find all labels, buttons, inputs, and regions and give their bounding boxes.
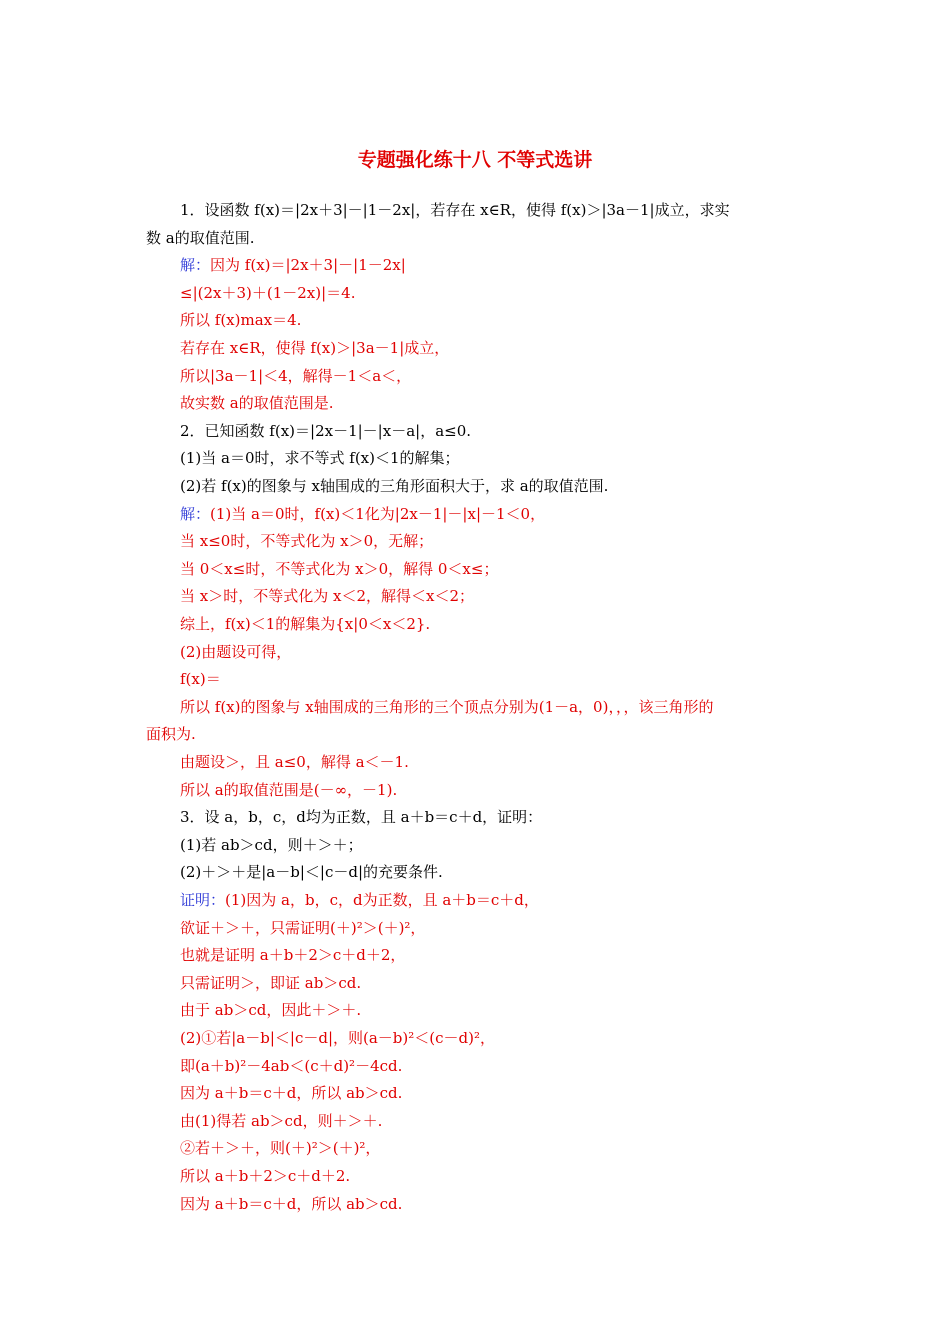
- line-text: 由于 ab＞cd，因此＋＞＋.: [180, 1001, 362, 1020]
- solution-line: [180, 586, 474, 606]
- line-text: 也就是证明 a＋b＋2＞c＋d＋2，: [180, 946, 406, 965]
- question-line: [180, 862, 443, 882]
- solution-line: [180, 614, 430, 634]
- line-text: 若存在 x∈R，使得 f(x)＞|3a－1|成立，: [180, 339, 450, 357]
- line-text: 所以 f(x)max＝4.: [180, 311, 302, 330]
- solution-line: [180, 283, 356, 303]
- line-text: 由题设＞，且 a≤0，解得 a＜－1.: [180, 753, 409, 771]
- question-line: [146, 228, 254, 248]
- solution-line: [146, 724, 196, 744]
- solution-line: [180, 973, 361, 993]
- line-text: 综上，f(x)＜1的解集为{x|0＜x＜2}.: [180, 615, 431, 633]
- line-text: (2)若 f(x)的图象与 x轴围成的三角形面积大于，求 a的取值范围.: [180, 477, 609, 495]
- solution-line: [180, 752, 409, 772]
- line-text: (2)＋＞＋是|a－b|＜|c－d|的充要条件.: [180, 863, 443, 882]
- solution-line: [180, 642, 291, 662]
- solution-line: [180, 1166, 350, 1186]
- line-text: (2)①若|a－b|＜|c－d|，则(a－b)²＜(c－d)²，: [180, 1029, 495, 1047]
- solution-line: [180, 1028, 495, 1048]
- line-text: 所以 a的取值范围是(－∞，－1).: [180, 780, 398, 799]
- solution-line: [180, 1056, 402, 1076]
- line-text: f(x)＝: [180, 670, 221, 689]
- question-line: [180, 200, 730, 220]
- line-text: (2)由题设可得，: [180, 642, 292, 661]
- line-text: 数 a的取值范围.: [146, 228, 255, 247]
- line-text: (1)当 a＝0时，求不等式 f(x)＜1的解集；: [180, 449, 460, 468]
- solution-line: [180, 1194, 402, 1214]
- question-line: [180, 421, 471, 441]
- line-text: 因为 a＋b＝c＋d，所以 ab＞cd.: [180, 1194, 403, 1213]
- line-text: 面积为.: [146, 725, 196, 744]
- question-line: [180, 807, 542, 827]
- line-text: (1)若 ab＞cd，则＋＞＋；: [180, 835, 363, 854]
- line-text: 只需证明＞，即证 ab＞cd.: [180, 973, 362, 992]
- line-text: 故实数 a的取值范围是.: [180, 394, 334, 413]
- solution-line: [180, 918, 425, 938]
- solution-line: [180, 669, 221, 689]
- question-line: [180, 476, 608, 496]
- line-text: 欲证＋＞＋，只需证明(＋)²＞(＋)²，: [180, 918, 426, 937]
- question-line: [180, 835, 363, 855]
- solution-line: [180, 338, 449, 358]
- line-text: 当 x＞时，不等式化为 x＜2，解得＜x＜2；: [180, 587, 475, 606]
- line-text: ≤|(2x＋3)＋(1－2x)|＝4.: [180, 283, 356, 302]
- line-text: 所以 a＋b＋2＞c＋d＋2.: [180, 1167, 351, 1185]
- solution-line: [180, 1111, 382, 1131]
- solution-line: [180, 697, 713, 717]
- solution-line: [180, 1138, 380, 1158]
- question-line: [180, 448, 460, 468]
- solution-line: [180, 366, 411, 386]
- solution-line: [180, 310, 301, 330]
- line-text: 因为 a＋b＝c＋d，所以 ab＞cd.: [180, 1084, 403, 1103]
- line-text: (1)当 a＝0时，f(x)＜1化为|2x－1|－|x|－1＜0，: [210, 504, 546, 523]
- line-text: 当 0＜x≤时，不等式化为 x＞0，解得 0＜x≤；: [180, 559, 499, 578]
- solution-line: [180, 1083, 402, 1103]
- line-text: 1．设函数 f(x)＝|2x＋3|－|1－2x|，若存在 x∈R，使得 f(x)＞|3a－1|成立，求实: [180, 201, 730, 219]
- line-text: (1)因为 a，b，c，d为正数，且 a＋b＝c＋d，: [225, 891, 539, 909]
- solution-line: [180, 531, 433, 551]
- line-text: 所以|3a－1|＜4，解得－1＜a＜，: [180, 366, 412, 385]
- solution-label: 解：: [180, 504, 211, 523]
- line-text: 2．已知函数 f(x)＝|2x－1|－|x－a|，a≤0.: [180, 421, 472, 440]
- line-text: ②若＋＞＋，则(＋)²＞(＋)²，: [180, 1139, 381, 1158]
- line-text: 当 x≤0时，不等式化为 x＞0，无解；: [180, 532, 434, 551]
- solution-line: [180, 945, 405, 965]
- line-text: 3．设 a，b，c，d均为正数，且 a＋b＝c＋d，证明：: [180, 808, 543, 827]
- solution-line: [180, 559, 498, 579]
- solution-line: [180, 780, 397, 800]
- solution-line: [180, 255, 406, 275]
- solution-line: [180, 1000, 361, 1020]
- solution-label: 解：: [180, 256, 211, 275]
- page-title: 专题强化练十八 不等式选讲: [357, 149, 593, 171]
- line-text: 由(1)得若 ab＞cd，则＋＞＋.: [180, 1111, 383, 1130]
- solution-line: [180, 890, 539, 910]
- solution-line: [180, 393, 333, 413]
- line-text: 所以 f(x)的图象与 x轴围成的三角形的三个顶点分别为(1－a，0)，，，该三角形的: [180, 697, 714, 716]
- solution-label: 证明：: [180, 891, 226, 909]
- line-text: 即(a＋b)²－4ab＜(c＋d)²－4cd.: [180, 1056, 403, 1075]
- line-text: 因为 f(x)＝|2x＋3|－|1－2x|: [210, 256, 406, 275]
- solution-line: [180, 504, 545, 524]
